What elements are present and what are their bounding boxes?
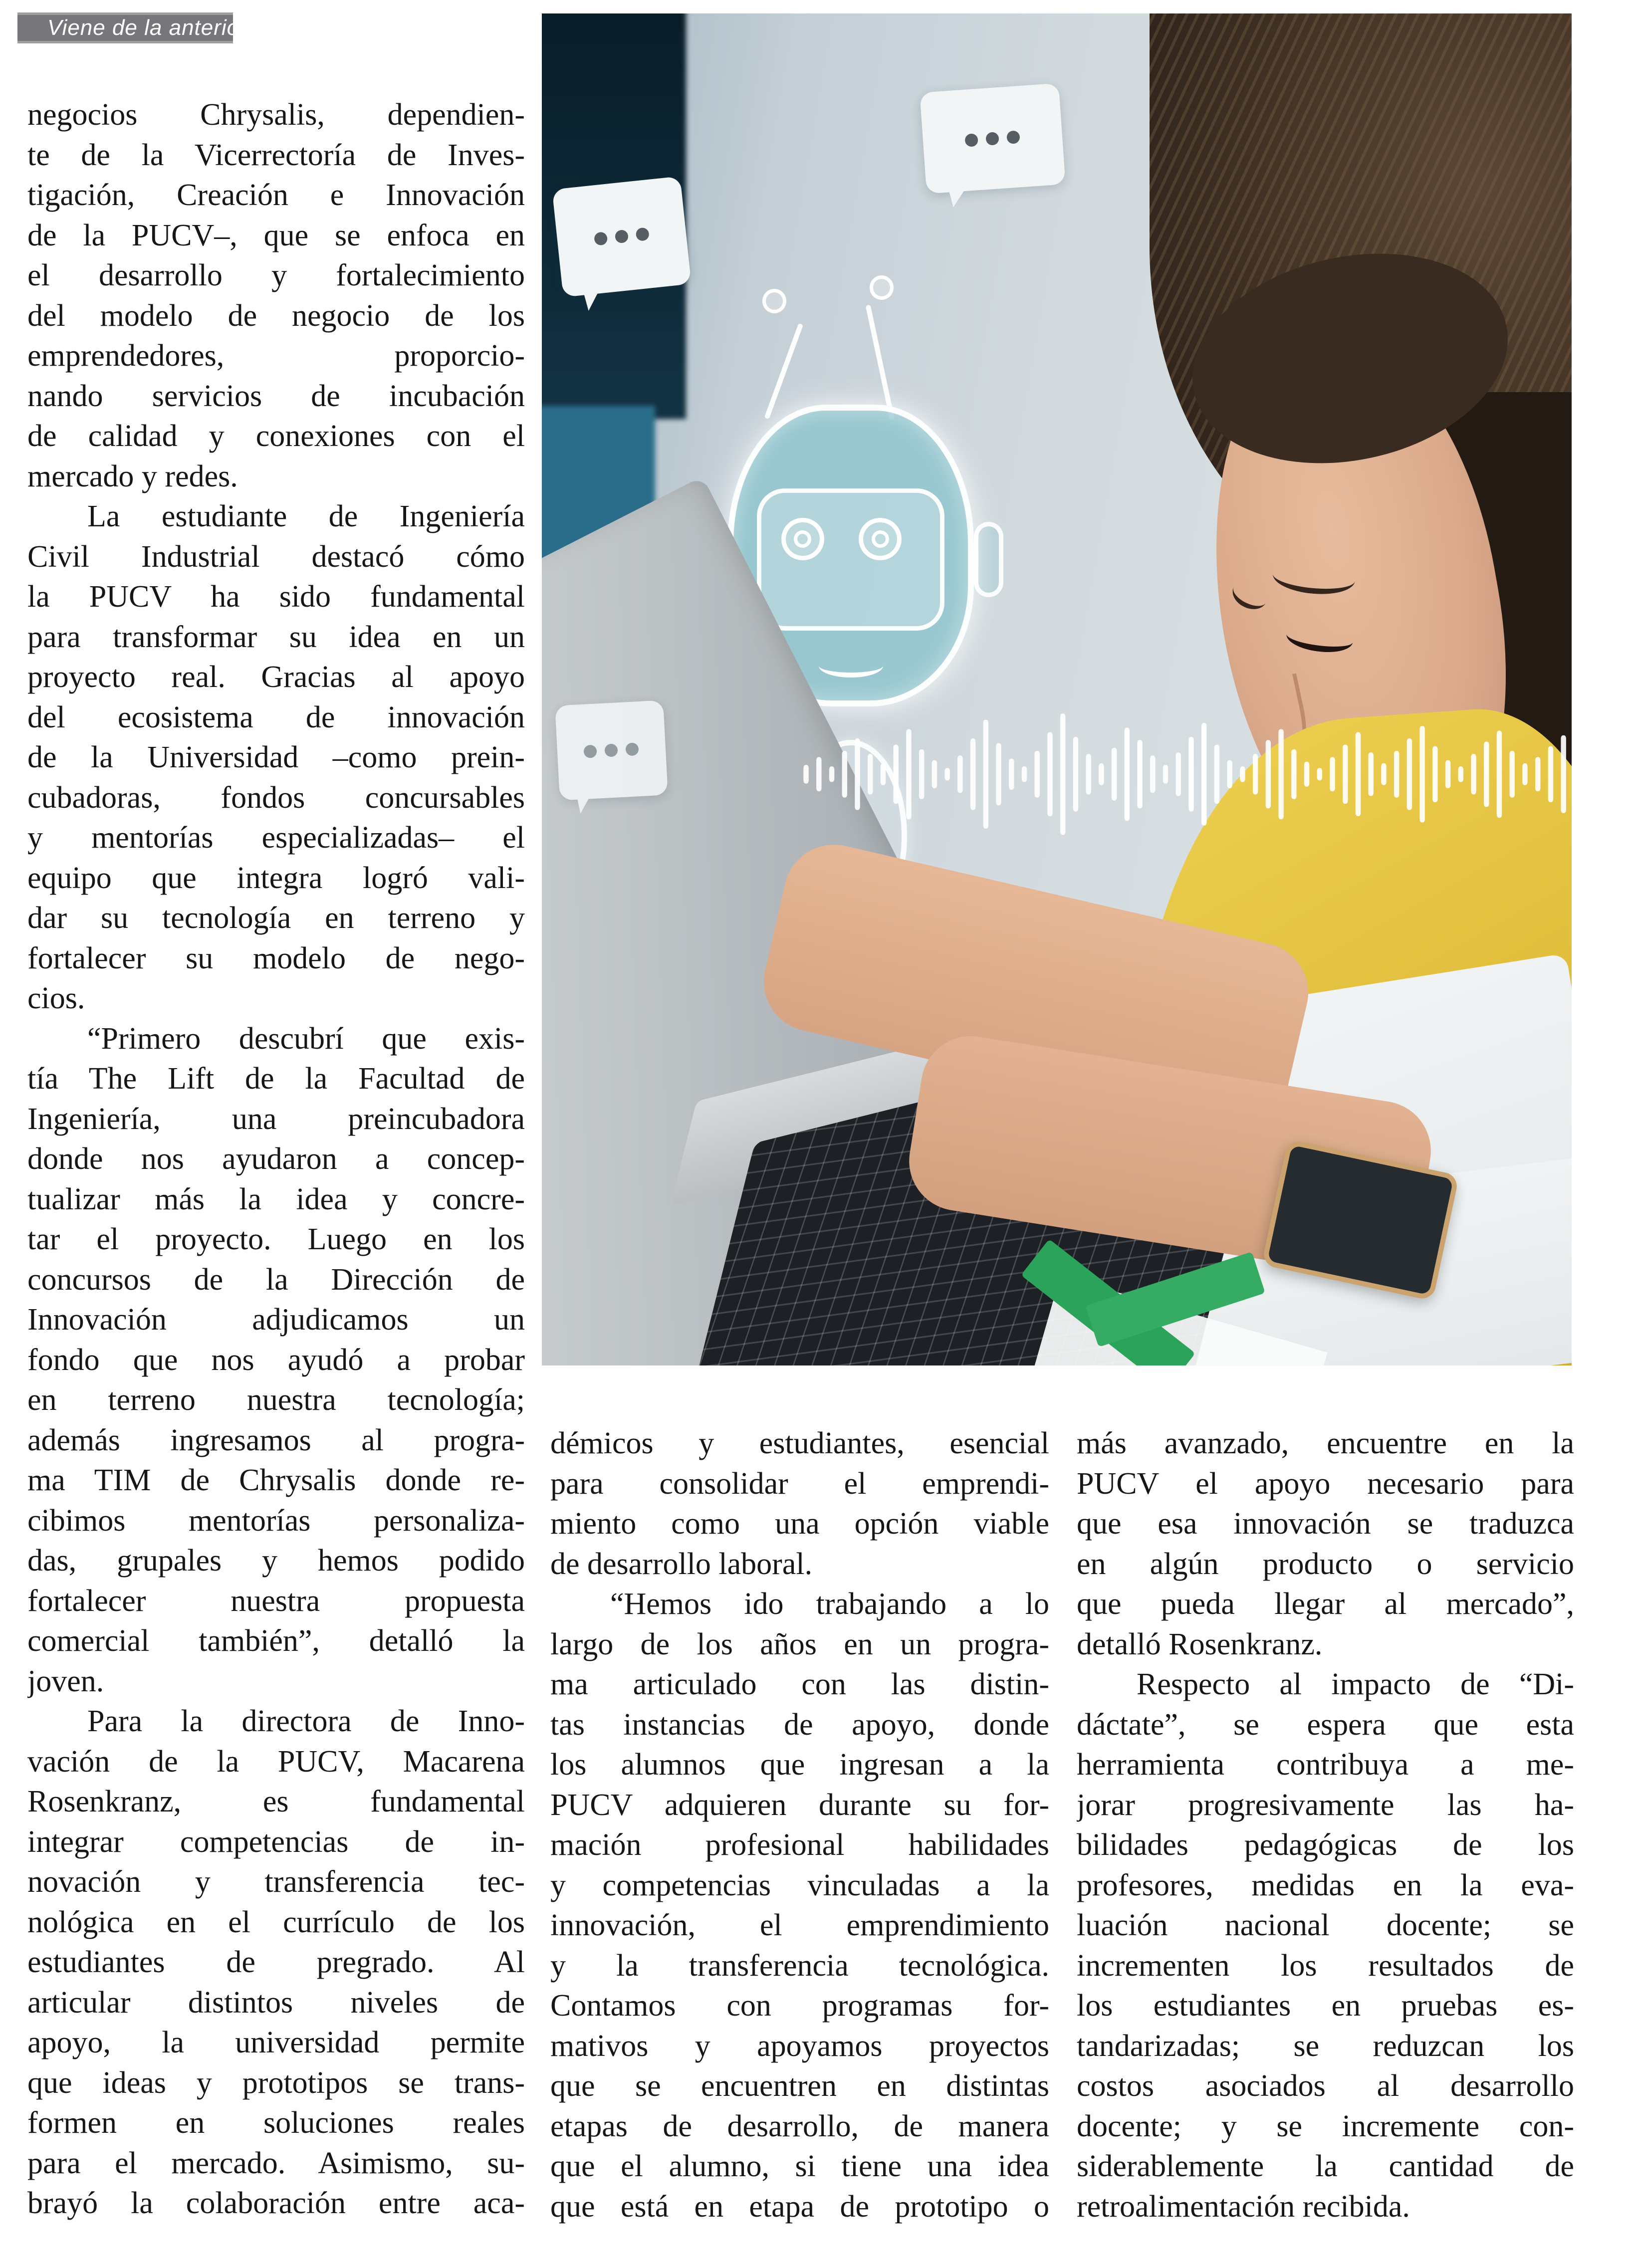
speech-bubble-icon: [555, 700, 668, 801]
bubble-dot: [594, 231, 608, 246]
text-line: incrementen los resultados de: [1077, 1948, 1574, 1983]
text-line: miento como una opción viable: [550, 1507, 1049, 1541]
text-line: te de la Vicerrectoría de Inves-: [27, 138, 525, 172]
text-line: y competencias vinculadas a la: [550, 1868, 1049, 1902]
text-line: que pueda llegar al mercado”,: [1077, 1587, 1574, 1621]
text-line: jorar progresivamente las ha-: [1077, 1788, 1574, 1822]
text-line: ma articulado con las distin-: [550, 1667, 1049, 1701]
text-line: tandarizadas; se reduzcan los: [1077, 2029, 1574, 2063]
text-line: Civil Industrial destacó cómo: [27, 539, 525, 574]
text-line: los alumnos que ingresan a la: [550, 1748, 1049, 1782]
text-line: cibimos mentorías personaliza-: [27, 1503, 525, 1538]
bubble-dot: [584, 744, 597, 758]
text-line: equipo que integra logró vali-: [27, 861, 525, 895]
bubble-dot: [626, 742, 639, 756]
text-line: emprendedores, proporcio-: [27, 339, 525, 373]
text-line: donde nos ayudaron a concep-: [27, 1142, 525, 1176]
text-line: integrar competencias de in-: [27, 1824, 525, 1859]
text-line: de la Universidad –como prein-: [27, 740, 525, 774]
text-line: tigación, Creación e Innovación: [27, 178, 525, 212]
text-line: que está en etapa de prototipo o: [550, 2189, 1049, 2224]
text-line: estudiantes de pregrado. Al: [27, 1945, 525, 1979]
text-line: la PUCV ha sido fundamental: [27, 580, 525, 614]
text-line: Contamos con programas for-: [550, 1989, 1049, 2023]
text-line: dáctate”, se espera que esta: [1077, 1707, 1574, 1742]
article-photo: [542, 13, 1572, 1365]
text-line: costos asociados al desarrollo: [1077, 2069, 1574, 2103]
text-line: detalló Rosenkranz.: [1077, 1627, 1323, 1661]
text-line: dar su tecnología en terreno y: [27, 901, 525, 935]
text-line: en algún producto o servicio: [1077, 1547, 1574, 1581]
text-line: brayó la colaboración entre aca-: [27, 2186, 525, 2220]
robot-antenna-left: [764, 323, 803, 419]
text-line: el desarrollo y fortalecimiento: [27, 258, 525, 292]
article-column-left: [27, 95, 525, 2224]
text-line: cios.: [27, 981, 85, 1015]
robot-eye-left: [781, 518, 824, 561]
text-line: vación de la PUCV, Macarena: [27, 1744, 525, 1779]
bubble-dot: [1006, 130, 1020, 144]
continued-from-bar: [17, 12, 247, 43]
text-line: tualizar más la idea y concre-: [27, 1182, 525, 1216]
article-column-middle: [550, 1423, 1049, 2227]
text-line: profesores, medidas en la eva-: [1077, 1868, 1574, 1902]
bubble-dot: [985, 132, 999, 146]
text-line: en terreno nuestra tecnología;: [27, 1383, 525, 1417]
text-line: etapas de desarrollo, de manera: [550, 2109, 1049, 2143]
text-line: comercial también”, detalló la: [27, 1624, 525, 1658]
text-line: largo de los años en un progra-: [550, 1627, 1049, 1661]
text-line: fortalecer nuestra propuesta: [27, 1584, 525, 1618]
text-line: Ingeniería, una preincubadora: [27, 1102, 525, 1136]
text-line: PUCV el apoyo necesario para: [1077, 1466, 1574, 1501]
text-line: novación y transferencia tec-: [27, 1865, 525, 1899]
text-line: para consolidar el emprendi-: [550, 1466, 1049, 1501]
text-line: Rosenkranz, es fundamental: [27, 1785, 525, 1818]
text-line: formen en soluciones reales: [27, 2106, 525, 2140]
text-line: los estudiantes en pruebas es-: [1077, 1989, 1574, 2023]
text-line: Para la directora de Inno-: [87, 1704, 525, 1738]
text-line: concursos de la Dirección de: [27, 1262, 525, 1297]
bubble-dot: [635, 227, 650, 241]
robot-antenna-tip-right: [870, 275, 894, 300]
bubble-dot: [615, 229, 629, 244]
robot-faceplate: [757, 488, 944, 631]
speech-bubble-icon: [920, 83, 1065, 194]
text-line: y la transferencia tecnológica.: [550, 1948, 1049, 1983]
text-line: que esa innovación se traduzca: [1077, 1507, 1574, 1541]
text-line: articular distintos niveles de: [27, 1985, 525, 2020]
text-line: del ecosistema de innovación: [27, 700, 525, 734]
text-line: y mentorías especializadas– el: [27, 821, 525, 855]
robot-ear-right: [974, 522, 1003, 597]
text-line: PUCV adquieren durante su for-: [550, 1788, 1049, 1822]
article-column-right: [1077, 1423, 1574, 2227]
text-line: “Primero descubrí que exis-: [87, 1021, 525, 1056]
text-line: cubadoras, fondos concursables: [27, 780, 525, 815]
text-line: ma TIM de Chrysalis donde re-: [27, 1463, 525, 1497]
text-line: nando servicios de incubación: [27, 379, 525, 413]
text-line: tas instancias de apoyo, donde: [550, 1707, 1049, 1742]
text-line: herramienta contribuya a me-: [1077, 1748, 1574, 1782]
text-line: de desarrollo laboral.: [550, 1547, 813, 1581]
text-line: de calidad y conexiones con el: [27, 419, 525, 453]
text-line: La estudiante de Ingeniería: [87, 499, 525, 533]
text-line: Respecto al impacto de “Di-: [1137, 1667, 1574, 1701]
text-line: démicos y estudiantes, esencial: [550, 1426, 1049, 1460]
text-line: que se encuentren en distintas: [550, 2069, 1049, 2103]
text-line: fortalecer su modelo de nego-: [27, 941, 525, 975]
bubble-dot: [605, 743, 618, 757]
text-line: joven.: [27, 1664, 104, 1698]
robot-antenna-right: [865, 305, 894, 421]
text-line: luación nacional docente; se: [1077, 1908, 1574, 1942]
text-line: “Hemos ido trabajando a lo: [610, 1587, 1049, 1621]
text-line: docente; y se incremente con-: [1077, 2109, 1574, 2143]
text-line: proyecto real. Gracias al apoyo: [27, 660, 525, 694]
text-line: para transformar su idea en un: [27, 620, 525, 654]
text-line: además ingresamos al progra-: [27, 1423, 525, 1457]
bubble-dot: [964, 133, 978, 147]
text-line: tía The Lift de la Facultad de: [27, 1062, 525, 1096]
text-line: fondo que nos ayudó a probar: [27, 1343, 525, 1377]
text-line: que el alumno, si tiene una idea: [550, 2149, 1049, 2183]
text-line: mercado y redes.: [27, 459, 238, 493]
continued-from-label: Viene de la anterior: [47, 15, 247, 40]
text-line: negocios Chrysalis, dependien-: [27, 98, 525, 132]
text-line: das, grupales y hemos podido: [27, 1544, 525, 1578]
text-line: mación profesional habilidades: [550, 1828, 1049, 1862]
robot-eye-right: [859, 518, 902, 561]
text-line: para el mercado. Asimismo, su-: [27, 2146, 525, 2180]
voice-waveform-graphic: [799, 696, 1572, 852]
text-line: de la PUCV–, que se enfoca en: [27, 218, 525, 252]
text-line: siderablemente la cantidad de: [1077, 2149, 1574, 2183]
text-line: retroalimentación recibida.: [1077, 2189, 1410, 2224]
text-line: nológica en el currículo de los: [27, 1905, 525, 1939]
text-line: mativos y apoyamos proyectos: [550, 2029, 1049, 2063]
text-line: bilidades pedagógicas de los: [1077, 1828, 1574, 1862]
speech-bubble-icon: [552, 176, 691, 297]
text-line: más avanzado, encuentre en la: [1077, 1426, 1574, 1460]
robot-antenna-tip-left: [762, 289, 786, 313]
text-line: tar el proyecto. Luego en los: [27, 1222, 525, 1256]
text-line: apoyo, la universidad permite: [27, 2026, 525, 2059]
text-line: del modelo de negocio de los: [27, 298, 525, 333]
text-line: innovación, el emprendimiento: [550, 1908, 1049, 1942]
text-line: Innovación adjudicamos un: [27, 1303, 525, 1337]
robot-smile: [819, 654, 883, 678]
text-line: que ideas y prototipos se trans-: [27, 2065, 525, 2100]
